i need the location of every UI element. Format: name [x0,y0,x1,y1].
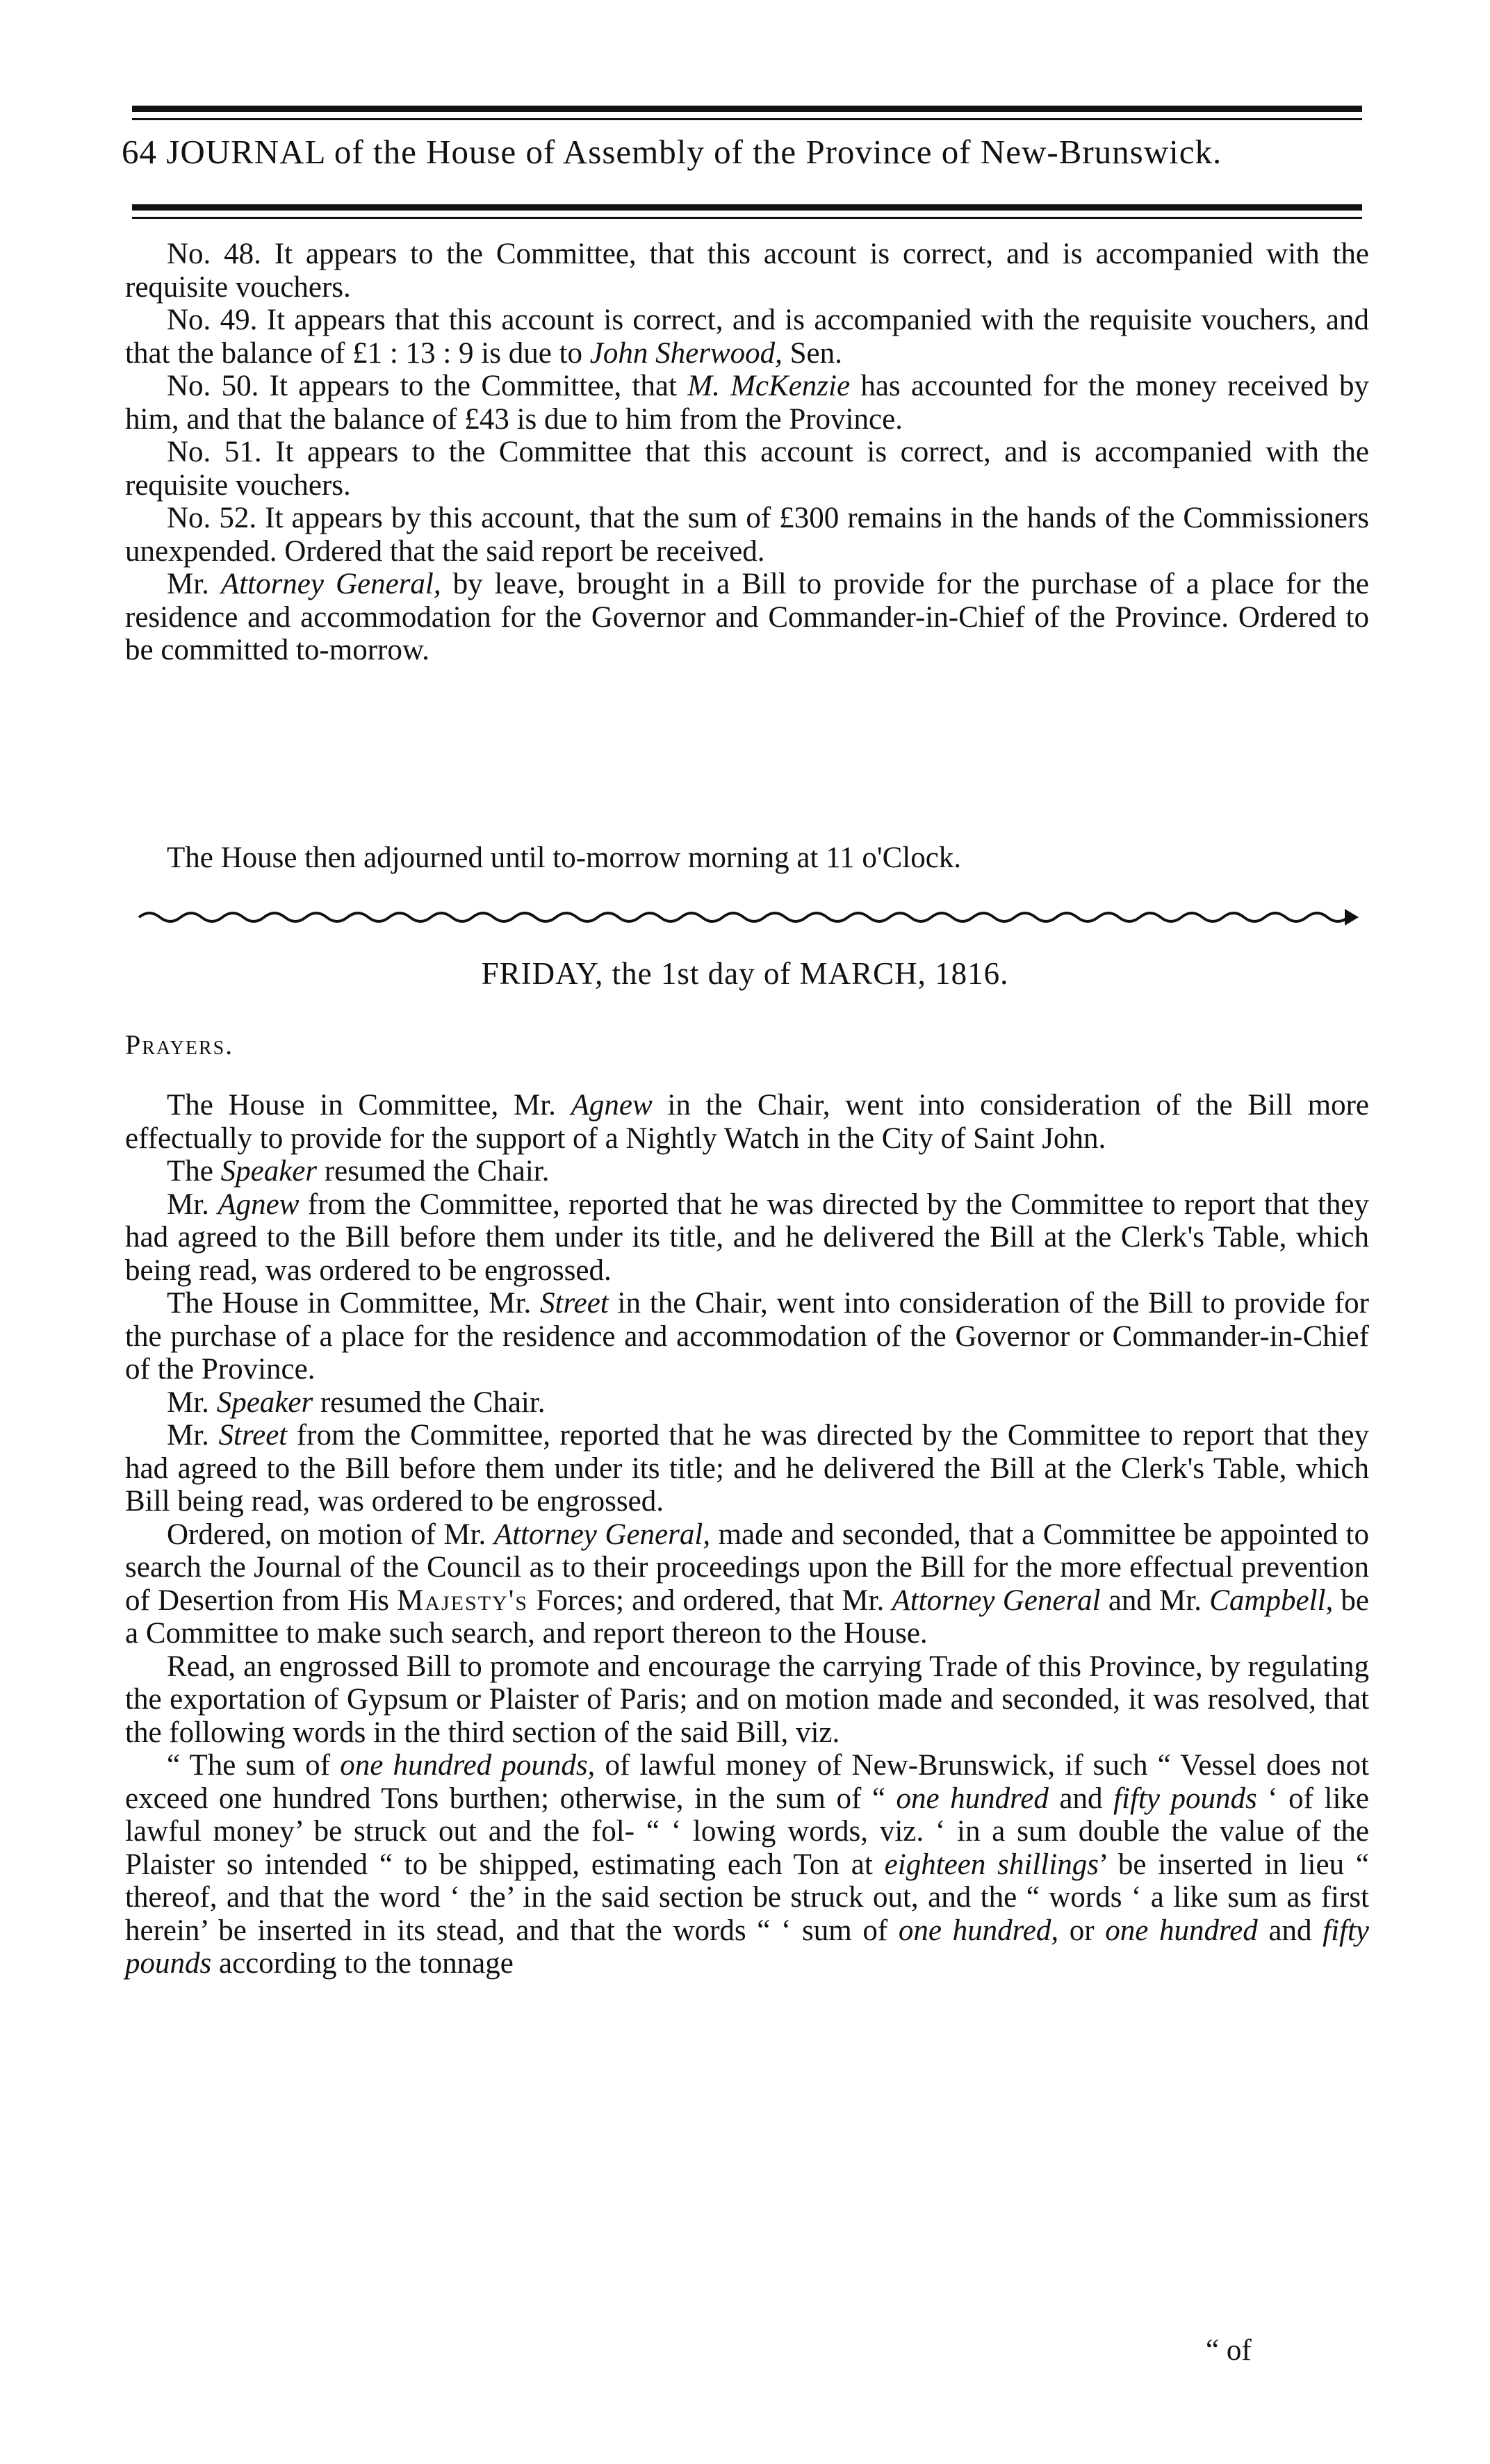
header-rule-thick-bottom [132,204,1362,211]
paragraph-gypsum-bill: Read, an engrossed Bill to promote and encourage the carrying Trade of this Province, by regulating the exportation of Gypsum or Plaister of Paris; and on motion made and seconded, it was resolved, that the following words in the third section of the said Bill, viz. [125,1650,1369,1749]
paragraph-committee-residence: The House in Committee, Mr. Street in the Chair, went into consideration of the Bill to provide for the purchase of a place for the residence and accommodation of the Governor or Commander-in-Chief of the Province. [125,1287,1370,1386]
header-rule-thin-top [132,118,1362,120]
paragraph-speaker-resumed-1: The Speaker resumed the Chair. [167,1155,550,1188]
paragraph-no-49: No. 49. It appears that this account is correct, and is accompanied with the requisite vouchers, and that the balance of £1 : 13 : 9 is due to John Sherwood, Sen. [125,304,1369,370]
page-number: 64 [122,133,157,171]
paragraph-no-51: No. 51. It appears to the Committee that this account is correct, and is accompanied with the requisite vouchers. [125,436,1369,502]
paragraph-speaker-resumed-2: Mr. Speaker resumed the Chair. [167,1386,546,1419]
paragraph-no-48: No. 48. It appears to the Committee, that this account is correct, and is accompanied with the requisite vouchers. [125,238,1369,304]
paragraph-committee-watch: The House in Committee, Mr. Agnew in the Chair, went into consideration of the Bill more effectually to provide for the support of a Nightly Watch in the City of Saint John. [125,1089,1369,1155]
committee-report-section [125,238,1369,667]
paragraph-street-report: Mr. Street from the Committee, reported that he was directed by the Committee to report that they had agreed to the Bill before them under its title; and he delivered the Bill at the Clerk's Table, which Bill being read, was ordered to be engrossed. [125,1419,1369,1518]
ornamental-divider [132,903,1362,931]
paragraph-attorney-bill: Mr. Attorney General, by leave, brought in a Bill to provide for the purchase of a place for the residence and accommodation for the Governor and Commander-in-Chief of the Province. Ordered to be committed to-morrow. [125,568,1369,666]
paragraph-no-52: No. 52. It appears by this account, that the sum of £300 remains in the hands of the Commissioners unexpended. Ordered that the said report be received. [125,502,1369,568]
paragraph-no-50: No. 50. It appears to the Committee, that M. McKenzie has accounted for the money received by him, and that the balance of £43 is due to him from the Province. [125,370,1369,436]
catchword: “ of [1206,2334,1252,2367]
header-rule-thick-top [132,106,1362,112]
header-rule-thin-bottom [132,217,1362,219]
prayers-label: Prayers. [125,1029,234,1060]
date-heading: FRIDAY, the 1st day of MARCH, 1816. [481,956,1009,991]
adjournment-line: The House then adjourned until to-morrow morning at 11 o'Clock. [167,841,962,874]
paragraph-agnew-report: Mr. Agnew from the Committee, reported that he was directed by the Committee to report that they had agreed to the Bill before them under its title, and he delivered the Bill at the Clerk's Table, which being read, was ordered to be engrossed. [125,1188,1369,1287]
paragraph-search-order: Ordered, on motion of Mr. Attorney General, made and seconded, that a Committee be appointed to search the Journal of the Council as to their proceedings upon the Bill for the more effectual prevention of Desertion from His Majesty's Forces; and ordered, that Mr. Attorney General and Mr. Campbell, be a Committee to make such search, and report thereon to the House. [125,1518,1369,1650]
paragraph-quoted-section: “ The sum of one hundred pounds, of lawful money of New-Brunswick, if such “ Vessel does not exceed one hundred Tons burthen; otherwise, in the sum of “ one hundred and fifty pounds ‘ of like lawful money’ be struck out and the fol- “ ‘ lowing words, viz. ‘ in a sum double the value of the Plaister so intended “ to be shipped, estimating each Ton at eighteen shillings’ be inserted in lieu “ thereof, and that the word ‘ the’ in the said section be struck out, and the “ words ‘ a like sum as first herein’ be inserted in its stead, and that the words “ ‘ sum of one hundred, or one hundred and fifty pounds according to the tonnage [125,1749,1370,1980]
running-header [122,132,1366,172]
proceedings-section [125,1089,1369,1980]
header-title: JOURNAL of the House of Assembly of the Province of New-Brunswick. [166,133,1222,171]
